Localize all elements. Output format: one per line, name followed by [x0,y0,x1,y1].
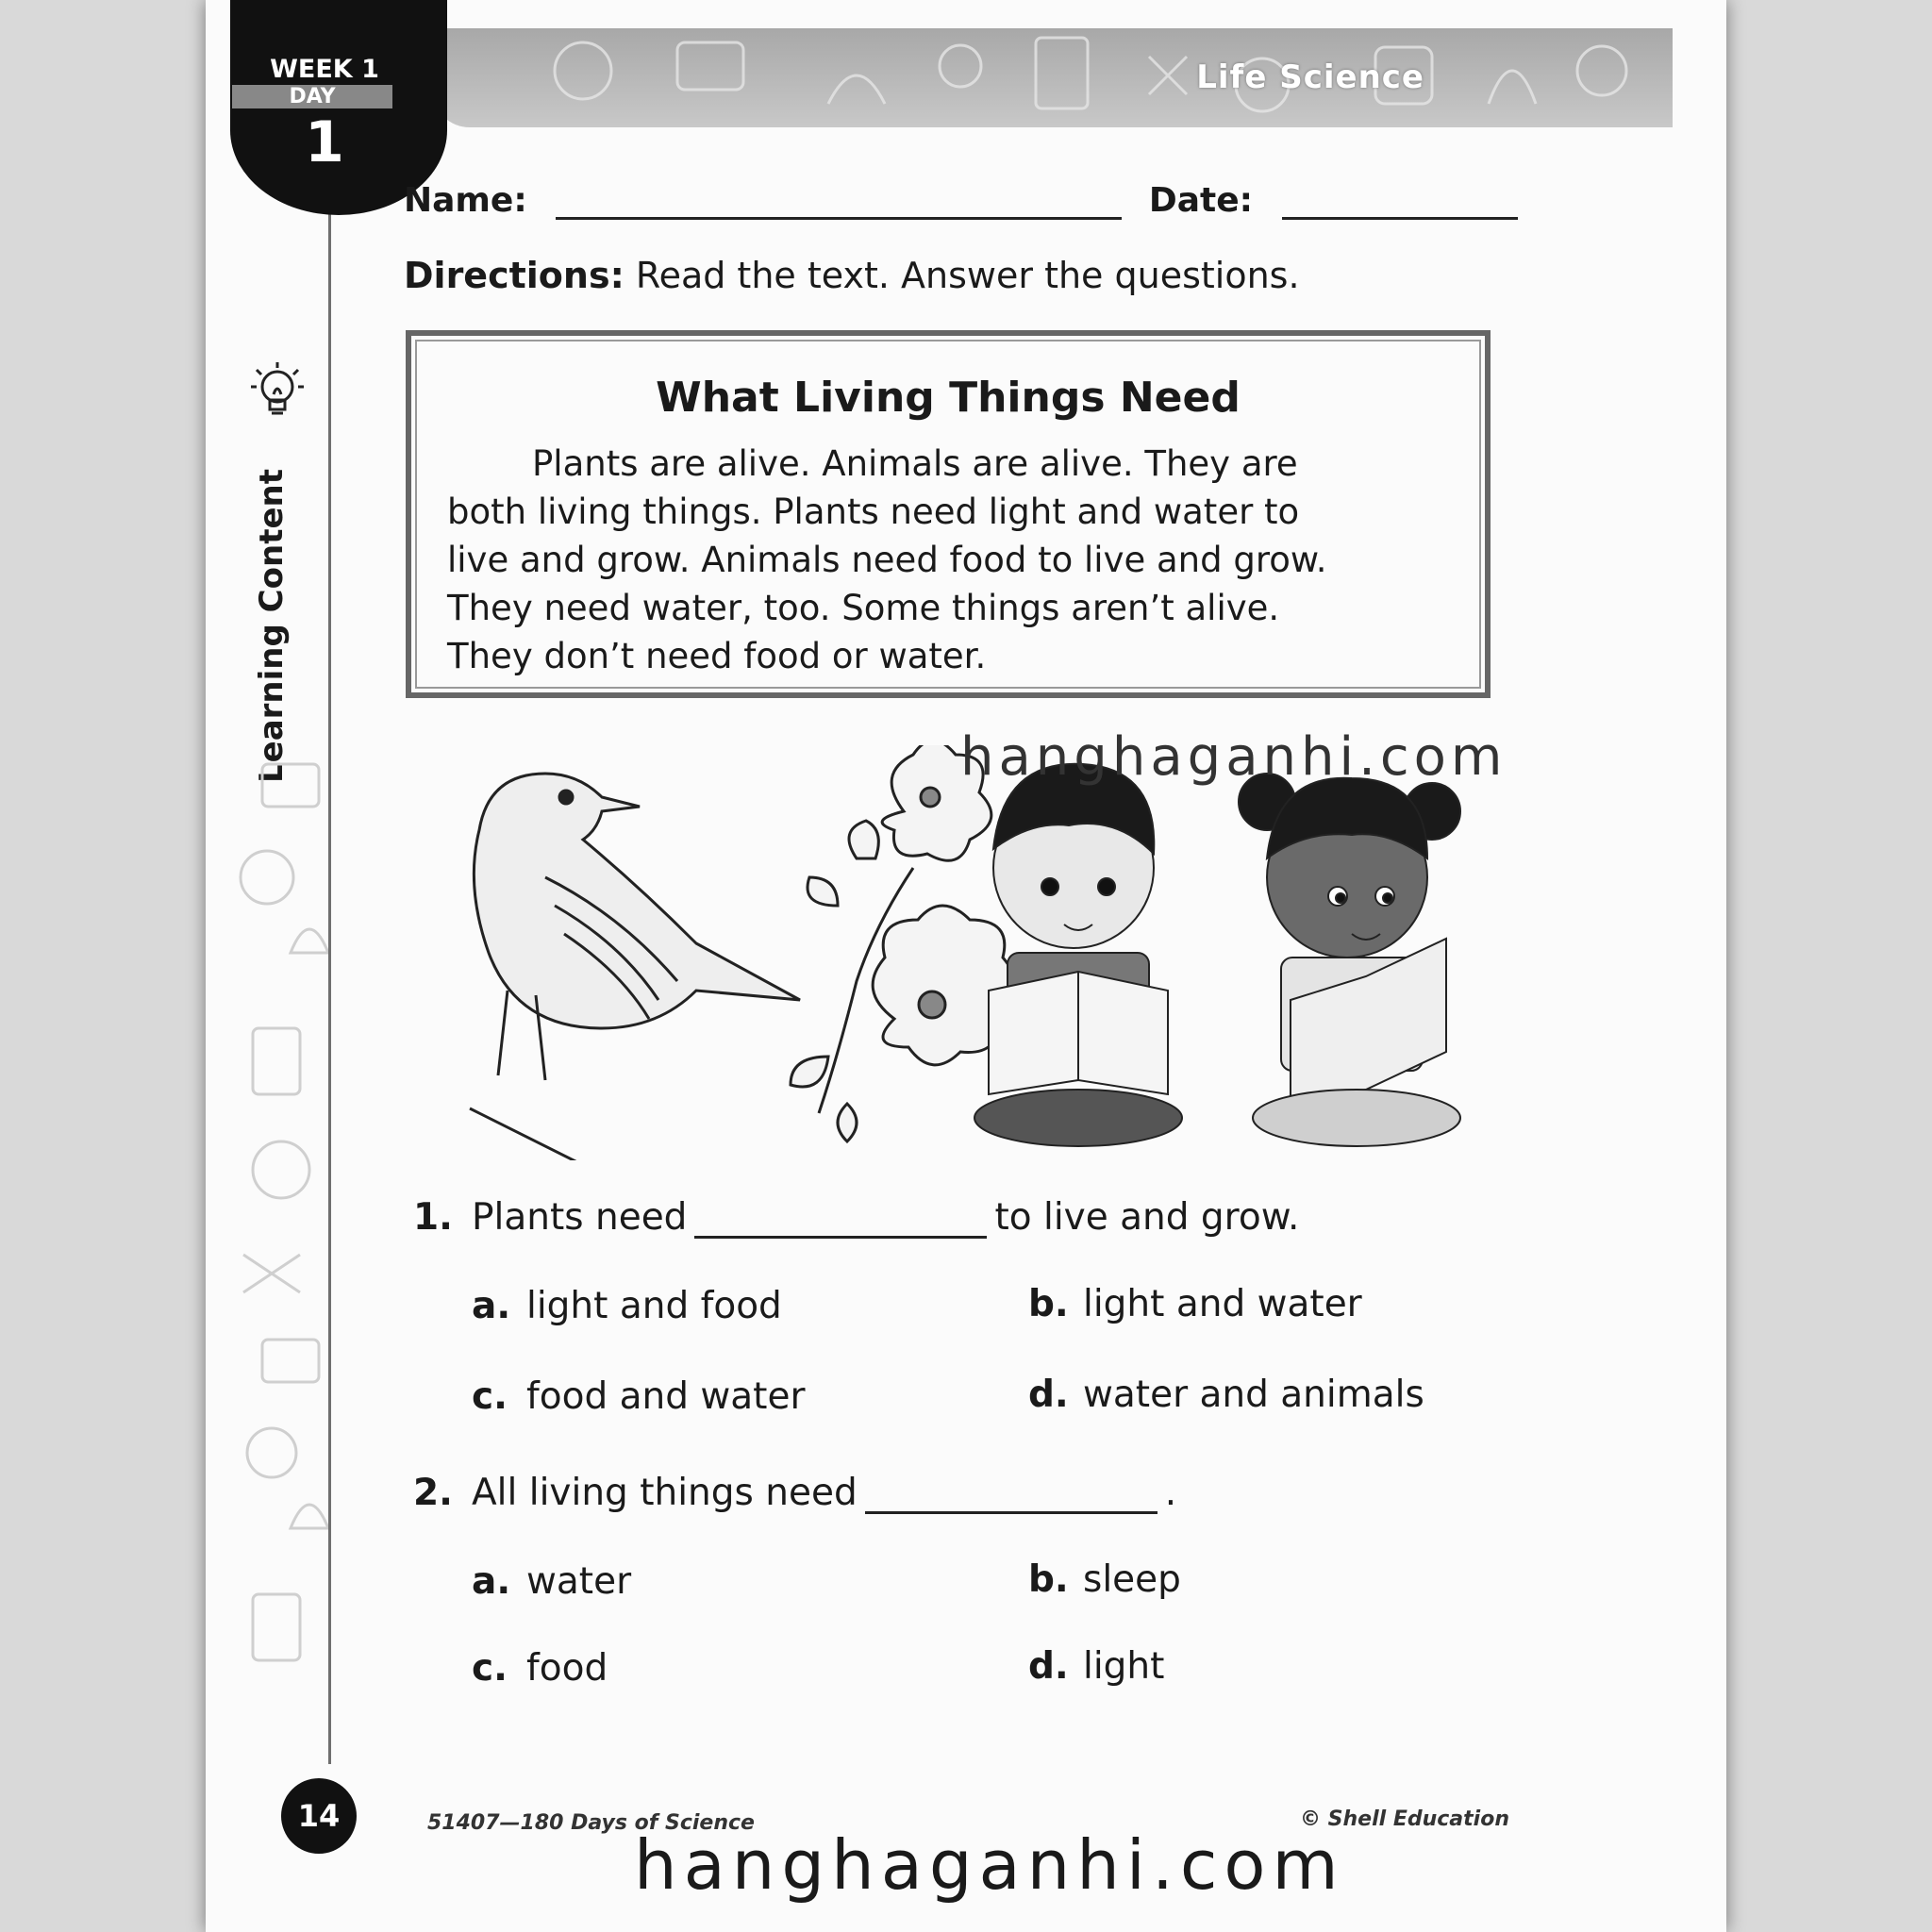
option-text: sleep [1083,1558,1181,1601]
margin-decoration [225,726,328,1717]
question-2 [413,1472,1176,1514]
option-letter: d. [1028,1645,1069,1688]
passage-line: both living things. Plants need light and water to [447,491,1300,532]
option-text: light [1083,1645,1165,1688]
worksheet-page [206,0,1726,1932]
option-letter: d. [1028,1374,1069,1416]
page-number: 14 [281,1778,357,1854]
passage-title: What Living Things Need [656,374,1241,422]
passage-text [447,440,1457,680]
flower-illustration [791,745,1016,1141]
name-field[interactable] [556,189,1122,220]
option-2a[interactable] [472,1560,631,1603]
option-2d[interactable] [1028,1645,1164,1688]
option-1c[interactable] [472,1375,806,1418]
watermark-text: hanghaganhi.com [634,1825,1345,1905]
option-letter: b. [1028,1558,1069,1601]
option-1d[interactable] [1028,1374,1424,1416]
option-text: food and water [526,1375,806,1418]
option-letter: c. [472,1647,508,1690]
passage-line: They don’t need food or water. [447,636,987,676]
bird-illustration [470,774,800,1160]
week-label: WEEK 1 [270,55,379,84]
question-text-after: to live and grow. [994,1196,1300,1239]
watermark-text: hanghaganhi.com [960,726,1507,788]
side-section-label: Learning Content [253,469,291,783]
option-2c[interactable] [472,1647,608,1690]
question-number: 2. [413,1472,453,1514]
question-text-after: . [1164,1472,1177,1514]
passage-line: live and grow. Animals need food to live and grow. [447,540,1327,580]
day-label: DAY [232,85,392,108]
question-1 [413,1196,1299,1239]
answer-blank[interactable] [694,1204,987,1239]
subject-banner [432,28,1673,127]
directions-label: Directions: [404,255,625,296]
date-label: Date: [1148,181,1254,220]
question-number: 1. [413,1196,453,1239]
footer-copyright: © Shell Education [1300,1807,1509,1831]
option-letter: c. [472,1375,508,1418]
margin-rule [328,179,331,1764]
option-text: light and water [1083,1283,1362,1325]
option-1b[interactable] [1028,1283,1362,1325]
directions [404,255,1300,296]
footer-book-id: 51407—180 Days of Science [427,1811,755,1835]
option-2b[interactable] [1028,1558,1181,1601]
option-text: water and animals [1083,1374,1424,1416]
name-label: Name: [404,181,527,220]
name-date-row [404,181,1518,220]
option-letter: a. [472,1560,511,1603]
option-text: food [526,1647,608,1690]
subject-title: Life Science [1196,58,1424,96]
date-field[interactable] [1282,189,1518,220]
passage-line: Plants are alive. Animals are alive. They are [532,443,1298,484]
question-text-before: All living things need [472,1472,858,1514]
reading-passage-box [406,330,1491,698]
option-letter: a. [472,1285,511,1327]
option-text: light and food [526,1285,782,1327]
directions-text: Read the text. Answer the questions. [635,255,1300,296]
option-text: water [526,1560,632,1603]
option-letter: b. [1028,1283,1069,1325]
illustration-row [413,745,1498,1160]
question-text-before: Plants need [472,1196,688,1239]
banner-pattern-icon [432,28,1673,127]
day-number: 1 [305,109,344,175]
option-1a[interactable] [472,1285,782,1327]
girl-reading-illustration [1239,774,1460,1146]
lightbulb-icon [243,357,311,428]
passage-line: They need water, too. Some things aren’t alive. [447,588,1280,628]
answer-blank[interactable] [865,1479,1158,1514]
boy-reading-illustration [974,764,1182,1146]
